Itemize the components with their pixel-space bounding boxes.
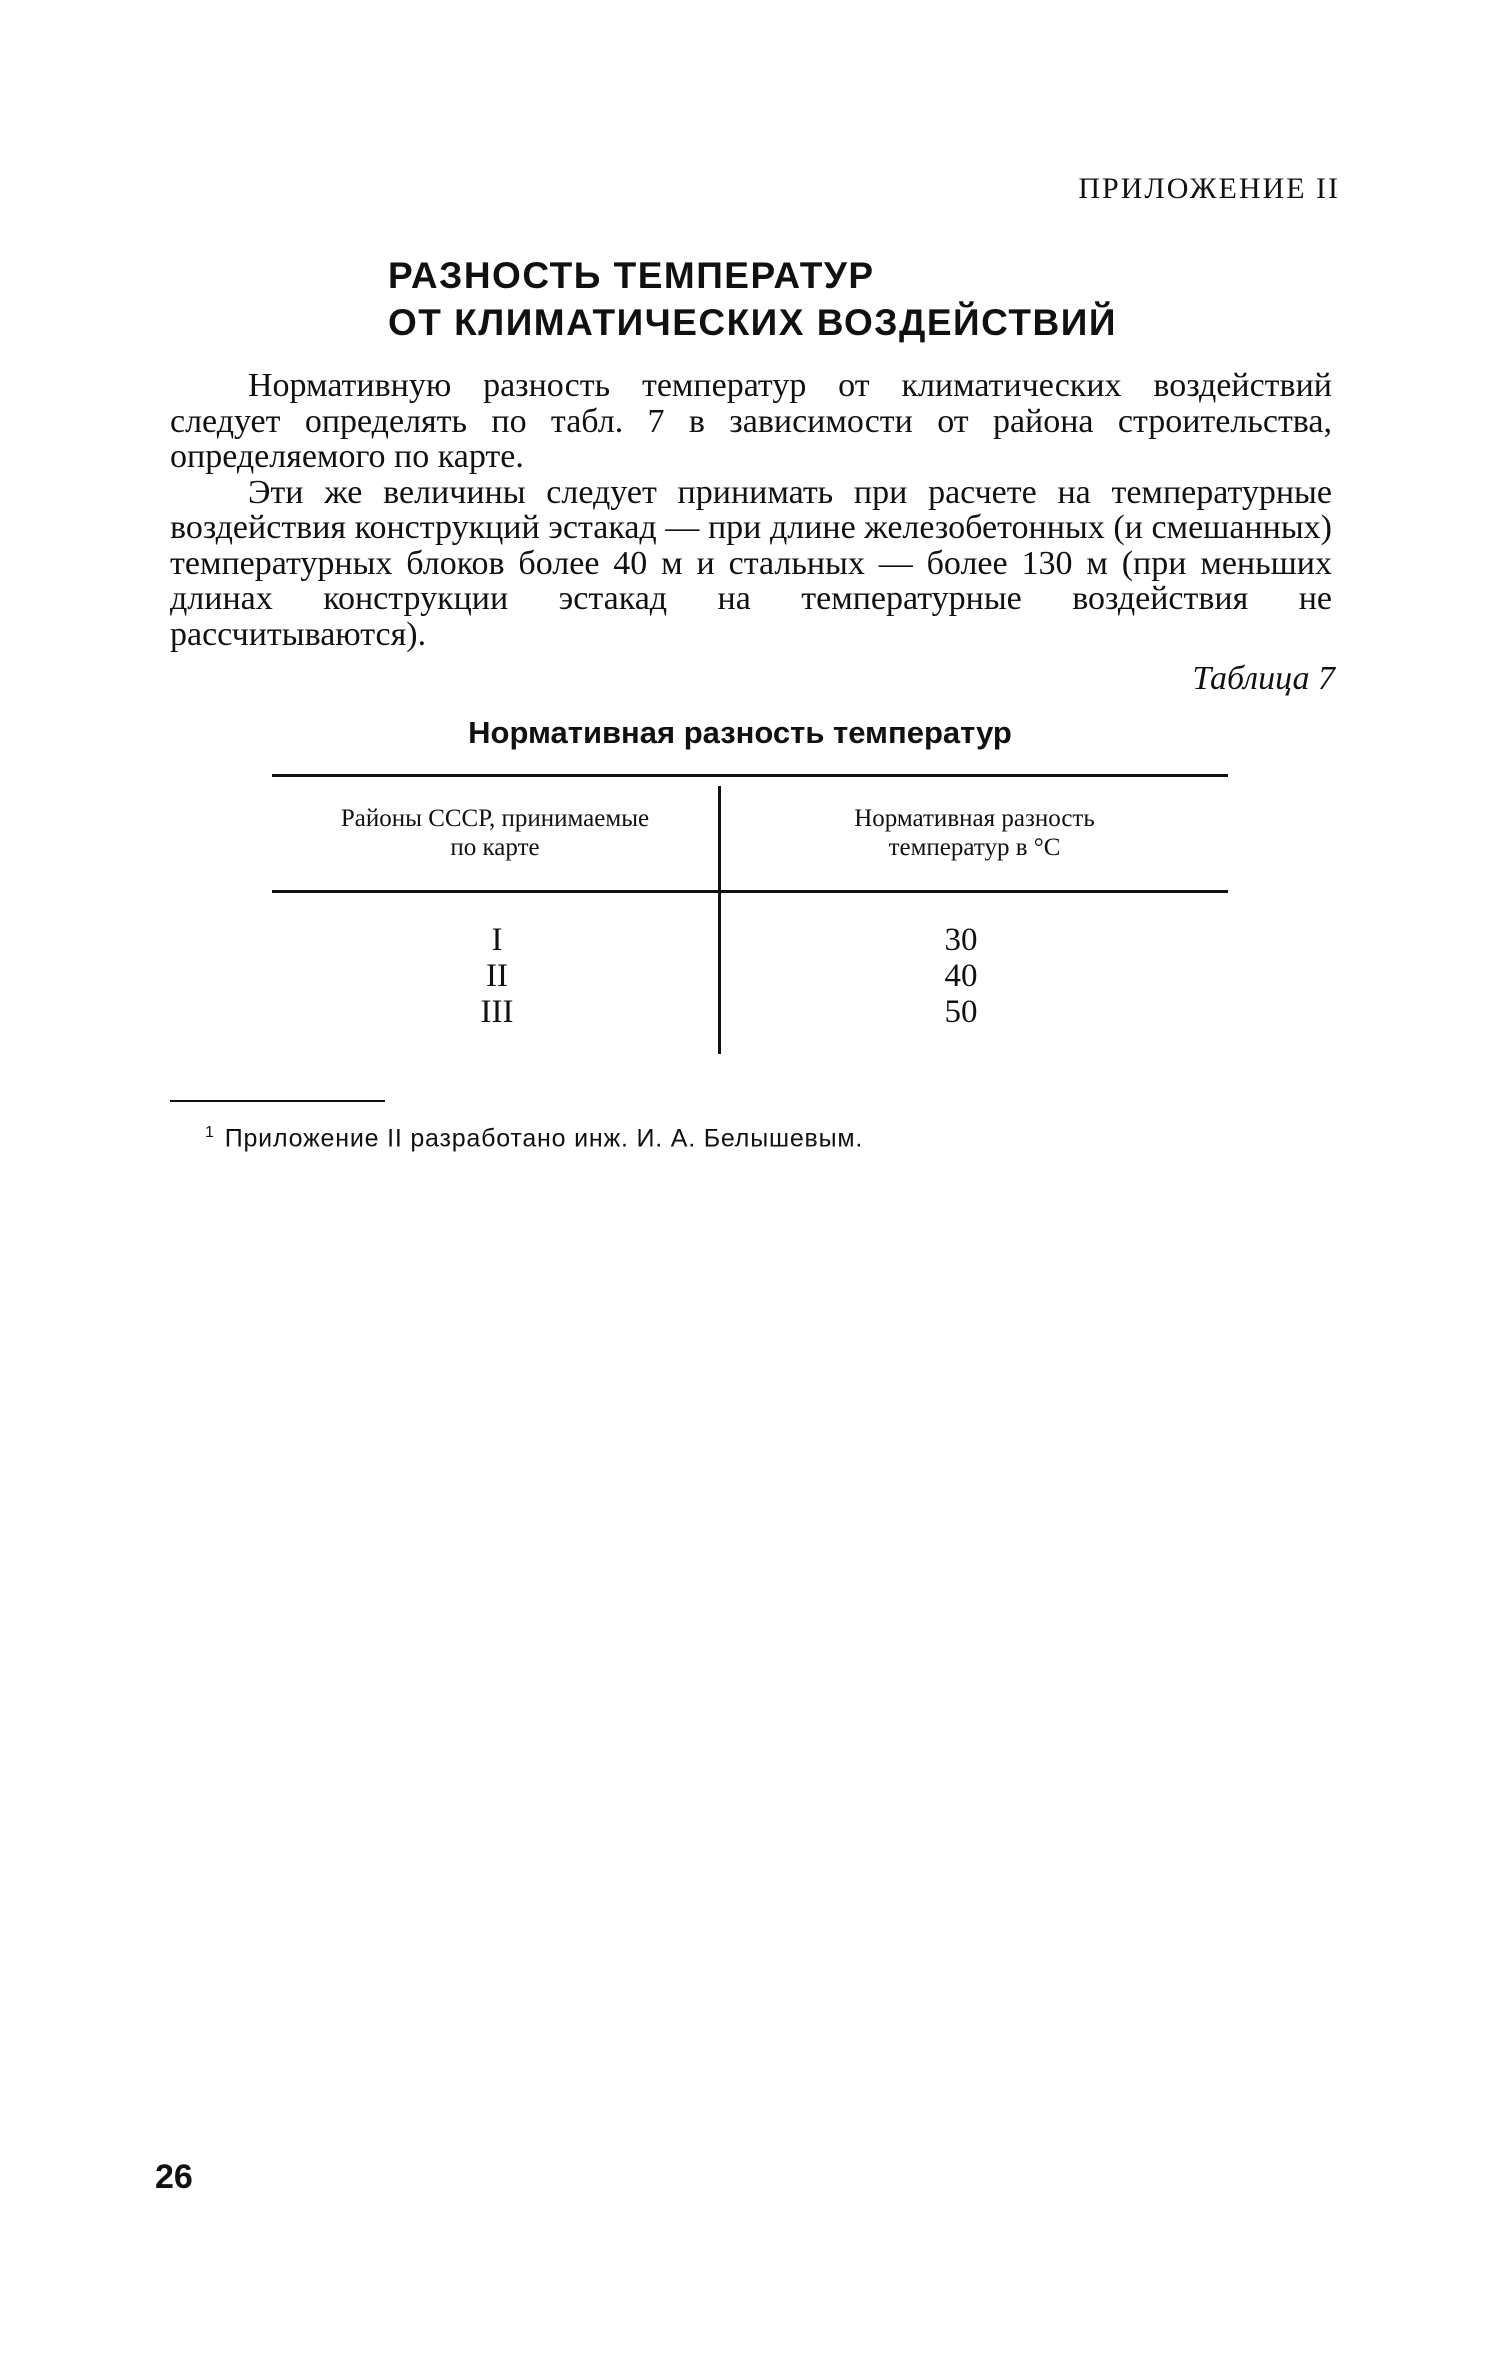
title-line-2: ОТ КЛИМАТИЧЕСКИХ ВОЗДЕЙСТВИЙ xyxy=(388,302,1117,343)
footnote xyxy=(205,1124,863,1153)
page-title xyxy=(388,252,1117,346)
title-line-1: РАЗНОСТЬ ТЕМПЕРАТУР xyxy=(388,255,875,296)
table-title: Нормативная разность температур xyxy=(468,715,1012,750)
page-number: 26 xyxy=(155,2158,193,2196)
header-regions xyxy=(272,804,718,862)
header-temperature xyxy=(721,804,1228,862)
footnote-text: Приложение II разработано инж. И. А. Белышевым. xyxy=(224,1124,864,1153)
paragraph-2: Эти же величины следует принимать при расчете на температурные воздействия конструкций эстакад — при длине железобетонных (и смешанных) температурных блоков более 40 м и стальных — более 130 м (при меньших длинах конструкции эстакад на температурные воздействия не рассчитываются). xyxy=(170,473,1332,653)
appendix-label: ПРИЛОЖЕНИЕ II xyxy=(1078,172,1340,205)
footnote-marker: 1 xyxy=(205,1124,215,1141)
table-header-rule xyxy=(272,890,1228,893)
region-cell: III xyxy=(480,994,514,1030)
temperature-cell: 50 xyxy=(944,994,978,1030)
header-regions-line-2: по карте xyxy=(450,834,540,861)
header-temperature-line-2: температур в °С xyxy=(888,834,1061,861)
header-regions-line-1: Районы СССР, принимаемые xyxy=(340,805,650,832)
header-temperature-line-1: Нормативная разность xyxy=(854,805,1095,832)
temperature-cell: 40 xyxy=(944,958,978,994)
region-cell: II xyxy=(486,958,508,994)
table-top-rule xyxy=(272,774,1228,777)
paragraph-1: Нормативную разность температур от климатических воздействий следует определять по табл. 7 в зависимости от района строительства, определяемого по карте. xyxy=(170,367,1332,475)
region-cell: I xyxy=(491,922,503,958)
temperature-column xyxy=(721,922,1201,1030)
footnote-rule xyxy=(170,1100,385,1102)
table-number: Таблица 7 xyxy=(1192,660,1335,697)
regions-column xyxy=(347,922,647,1030)
temperature-cell: 30 xyxy=(944,922,978,958)
temperature-table xyxy=(272,774,1228,1054)
body-text xyxy=(170,368,1332,652)
